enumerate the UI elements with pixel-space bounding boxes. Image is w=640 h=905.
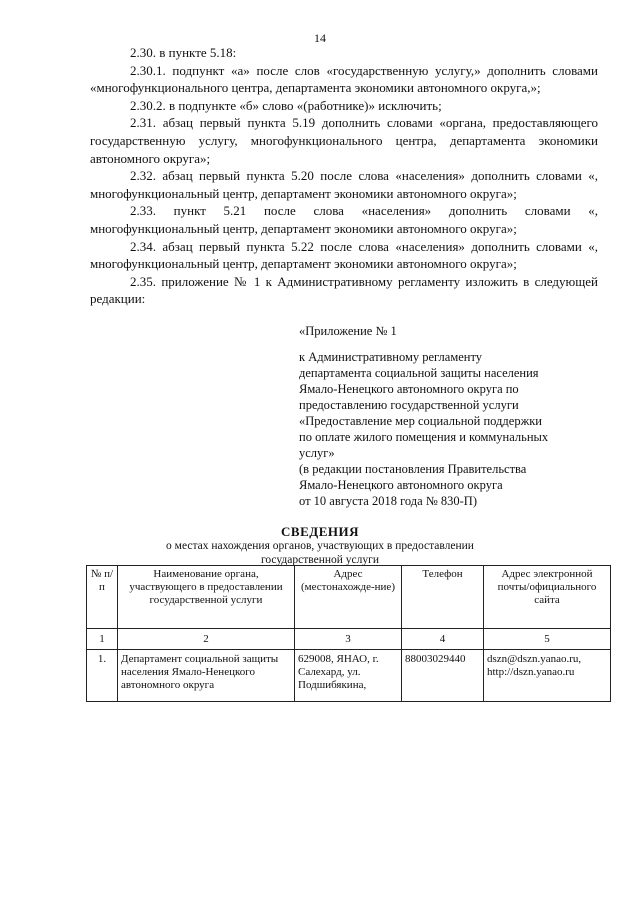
paragraph-2-30-1: 2.30.1. подпункт «а» после слов «государственную услугу,» дополнить словами «многофункционального центра, департамента экономики автономного округа,»; — [90, 62, 598, 96]
column-number: 2 — [118, 629, 295, 650]
paragraph-2-32: 2.32. абзац первый пункта 5.20 после слова «населения» дополнить словами «, многофункциональный центр, департамент экономики автономного округа»; — [90, 168, 598, 201]
appendix-line: от 10 августа 2018 года № 830-П) — [299, 494, 477, 508]
body-text — [90, 44, 598, 308]
page-number: 14 — [314, 31, 326, 45]
section-heading — [0, 524, 640, 567]
paragraph-2-33: 2.33. пункт 5.21 после слова «населения» дополнить словами «, многофункциональный центр, департамент экономики автономного округа»; — [90, 203, 598, 236]
row-number: 1. — [87, 650, 118, 702]
row-email: dszn@dszn.yanao.ru, — [487, 653, 582, 665]
appendix-line: предоставлению государственной услуги — [299, 398, 519, 412]
column-number: 1 — [87, 629, 118, 650]
row-contacts — [484, 650, 611, 702]
appendix-header — [299, 323, 609, 509]
paragraph-2-30: 2.30. в пункте 5.18: — [130, 45, 237, 60]
row-address: 629008, ЯНАО, г. Салехард, ул. Подшибякина, — [295, 650, 402, 702]
appendix-line: Ямало-Ненецкого автономного округа — [299, 478, 503, 492]
appendix-line: Ямало-Ненецкого автономного округа по — [299, 382, 519, 396]
table-row — [87, 650, 611, 702]
agencies-table — [86, 565, 611, 702]
paragraph-2-35: 2.35. приложение № 1 к Административному регламенту изложить в следующей редакции: — [90, 273, 598, 307]
column-number-row — [87, 629, 611, 650]
row-agency-name: Департамент социальной защиты населения Ямало-Ненецкого автономного округа — [118, 650, 295, 702]
paragraph-2-34: 2.34. абзац первый пункта 5.22 после слова «населения» дополнить словами «, многофункциональный центр, департамент экономики автономного округа»; — [90, 238, 598, 272]
row-phone: 88003029440 — [402, 650, 484, 702]
appendix-line: к Административному регламенту — [299, 350, 483, 364]
heading-title: СВЕДЕНИЯ — [281, 524, 359, 539]
paragraph-2-30-2: 2.30.2. в подпункте «б» слово «(работнике)» исключить; — [130, 97, 442, 113]
table-header-row — [87, 566, 611, 629]
appendix-line: «Предоставление мер социальной поддержки — [299, 414, 542, 428]
header-number: № п/п — [87, 566, 118, 629]
appendix-line: услуг» — [299, 446, 335, 460]
header-agency-name: Наименование органа, участвующего в предоставлении государственной услуги — [118, 566, 295, 629]
header-address: Адрес (местонахожде-ние) — [295, 566, 402, 629]
appendix-title: «Приложение № 1 — [299, 324, 397, 338]
appendix-line: (в редакции постановления Правительства — [299, 462, 527, 476]
appendix-line: департамента социальной защиты населения — [299, 366, 539, 380]
header-email-site: Адрес электронной почты/официального сайта — [484, 566, 611, 629]
column-number: 3 — [295, 629, 402, 650]
heading-subtitle: о местах нахождения органов, участвующих в предоставлении государственной услуги — [166, 540, 474, 566]
header-phone: Телефон — [402, 566, 484, 629]
row-website: http://dszn.yanao.ru — [487, 666, 575, 678]
column-number: 4 — [402, 629, 484, 650]
column-number: 5 — [484, 629, 611, 650]
paragraph-2-31: 2.31. абзац первый пункта 5.19 дополнить словами «органа, предоставляющего государственную услугу, многофункционального центра, департамента экономики автономного округа»; — [90, 115, 598, 166]
appendix-line: по оплате жилого помещения и коммунальных — [299, 430, 549, 444]
